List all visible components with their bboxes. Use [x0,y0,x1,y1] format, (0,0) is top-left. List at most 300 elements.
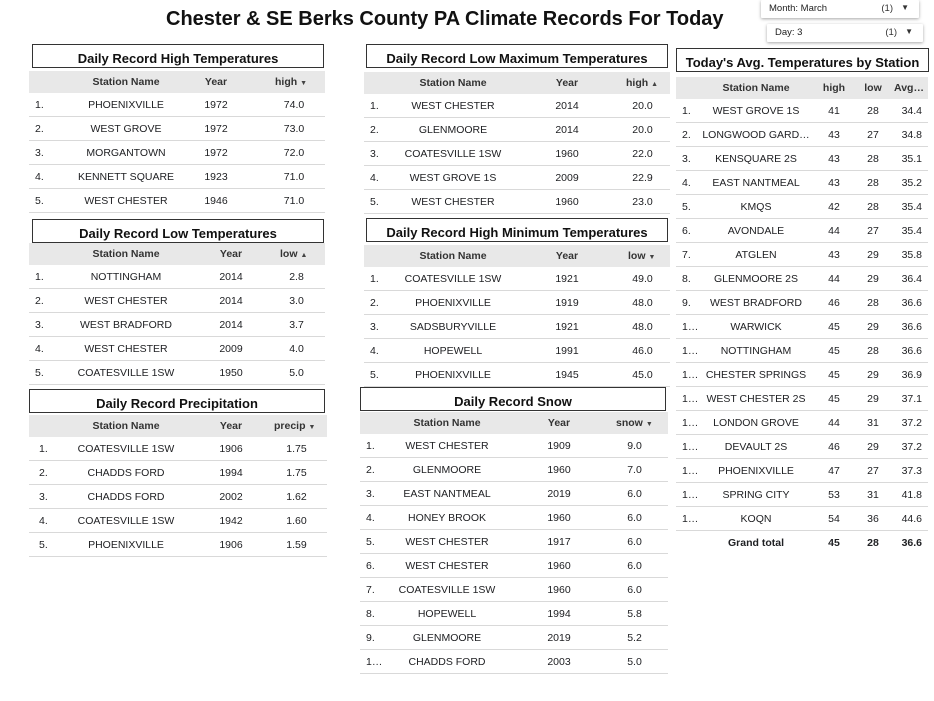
col-header-value[interactable] [628,245,670,267]
station-name: SPRING CITY [722,489,790,501]
record-value: 5.8 [627,608,642,620]
record-year: 2019 [547,488,571,500]
record-year: 1960 [547,560,571,572]
record-year: 2009 [555,172,579,184]
record-value: 72.0 [283,147,305,159]
sort-asc-icon: ▲ [300,252,308,259]
table-row[interactable] [29,337,325,361]
grand-total-label: Grand total [727,537,784,549]
station-name: CHADDS FORD [87,467,165,479]
table-row[interactable] [360,602,668,626]
col-header-value[interactable] [280,243,325,265]
record-value: 3.0 [289,295,304,307]
chevron-down-icon[interactable]: ▼ [905,27,913,36]
record-value: 22.9 [632,172,653,184]
table-row[interactable] [360,650,668,674]
col-header-avg[interactable]: Avg… [894,82,924,94]
table-body [364,94,670,214]
col-header-value-label: snow [616,417,643,429]
avg-value: 36.4 [901,273,922,285]
col-header-station[interactable]: Station Name [92,248,160,260]
high-min-table [364,245,670,387]
table-row[interactable] [364,291,670,315]
row-number: 2. [370,124,379,136]
row-number: 7. [682,249,691,261]
low-value: 29 [867,393,879,405]
row-number: 3. [682,153,691,165]
station-name: PHOENIXVILLE [88,539,164,551]
record-value: 5.0 [627,656,642,668]
station-name: WEST BRADFORD [710,297,802,309]
high-value: 47 [828,465,840,477]
row-number: 1. [370,273,379,285]
high-value: 45 [828,537,840,549]
record-year: 1917 [547,536,571,548]
col-header-station[interactable]: Station Name [413,417,481,429]
station-name: PHOENIXVILLE [718,465,794,477]
record-value: 2.8 [289,271,304,283]
record-year: 1906 [219,539,243,551]
station-name: NOTTINGHAM [90,271,162,283]
record-year: 1994 [219,467,243,479]
table-row[interactable] [364,363,670,387]
row-number: 9. [366,632,375,644]
row-number: 1… [682,321,699,333]
table-row[interactable] [676,123,928,147]
station-name: KOQN [740,513,772,525]
row-number: 1. [370,100,379,112]
record-value: 20.0 [632,124,653,136]
record-value: 20.0 [632,100,653,112]
row-number: 2. [39,467,48,479]
record-year: 2019 [547,632,571,644]
row-number: 5. [39,539,48,551]
avg-value: 35.8 [901,249,922,261]
col-header-year[interactable]: Year [547,417,571,429]
col-header-low[interactable]: low [864,82,882,94]
record-year: 1960 [555,148,579,160]
table-row[interactable] [676,411,928,435]
row-number: 6. [682,225,691,237]
record-year: 1960 [555,196,579,208]
table-row[interactable] [29,485,327,509]
row-number: 1… [682,465,699,477]
low-value: 29 [867,441,879,453]
row-number: 1. [39,443,48,455]
record-year: 1921 [555,273,579,285]
panel-title: Daily Record Low Maximum Temperatures [366,44,668,68]
row-number: 1. [35,99,44,111]
record-year: 1921 [555,321,579,333]
record-year: 1946 [204,195,228,207]
record-value: 74.0 [283,99,305,111]
record-value: 7.0 [627,464,642,476]
record-year: 1972 [204,99,228,111]
table-row[interactable] [676,267,928,291]
panel-title: Daily Record Low Temperatures [32,219,324,243]
high-value: 45 [828,345,840,357]
record-year: 1972 [204,147,228,159]
record-year: 2014 [219,271,243,283]
record-value: 71.0 [283,171,305,183]
table-row[interactable] [676,147,928,171]
table-body [676,99,928,555]
station-name: NOTTINGHAM [720,345,792,357]
row-number: 3. [35,319,44,331]
station-name: ATGLEN [735,249,777,261]
high-value: 43 [828,177,840,189]
day-filter-count: (1) [885,27,897,38]
station-name: KENNETT SQUARE [77,171,175,183]
row-number: 7. [366,584,375,596]
table-row[interactable] [676,171,928,195]
grand-total-row [676,531,928,555]
low-value: 31 [867,489,879,501]
station-name: COATESVILLE 1SW [404,273,502,285]
avg-value: 36.6 [901,537,922,549]
table-row[interactable] [676,243,928,267]
low-value: 29 [867,321,879,333]
record-value: 9.0 [627,440,642,452]
panel-title: Today's Avg. Temperatures by Station [676,48,929,72]
table-row[interactable] [676,507,928,531]
record-year: 1945 [555,369,579,381]
record-year: 1950 [219,367,243,379]
record-year: 1960 [547,584,571,596]
station-name: WEST GROVE 1S [409,172,497,184]
low-value: 28 [867,105,879,117]
high-value: 46 [828,441,840,453]
low-value: 28 [867,537,879,549]
record-value: 45.0 [632,369,653,381]
avg-value: 37.3 [901,465,922,477]
record-year: 2014 [555,100,579,112]
station-name: GLENMOORE [412,464,482,476]
table-header [676,77,928,99]
table-row[interactable] [29,265,325,289]
station-name: PHOENIXVILLE [415,297,491,309]
col-header-station[interactable]: Station Name [92,76,160,88]
row-number: 6. [366,560,375,572]
avg-value: 35.4 [901,201,922,213]
sort-desc-icon: ▼ [645,421,653,428]
table-row[interactable] [360,554,668,578]
table-row[interactable] [29,461,327,485]
record-year: 1942 [219,515,243,527]
table-row[interactable] [29,117,325,141]
high-value: 54 [828,513,840,525]
record-value: 6.0 [627,512,642,524]
col-header-station[interactable]: Station Name [419,250,487,262]
table-row[interactable] [676,435,928,459]
row-number: 1… [682,417,699,429]
row-number: 1… [682,441,699,453]
col-header-value[interactable] [275,71,325,93]
record-year: 1960 [547,464,571,476]
table-row[interactable] [29,437,327,461]
row-number: 1. [366,440,375,452]
table-row[interactable] [29,509,327,533]
station-name: WEST CHESTER [405,560,489,572]
table-row[interactable] [360,530,668,554]
row-number: 1… [682,513,699,525]
row-number: 4. [682,177,691,189]
record-value: 71.0 [283,195,305,207]
row-number: 3. [35,147,44,159]
sort-desc-icon: ▼ [300,80,308,87]
day-filter-label: Day: 3 [775,27,803,38]
record-value: 73.0 [283,123,305,135]
row-number: 4. [35,343,44,355]
table-body [29,265,325,385]
avg-value: 35.2 [901,177,922,189]
avg-temps-table [676,77,928,555]
low-value: 28 [867,297,879,309]
low-value: 29 [867,249,879,261]
station-name: LONGWOOD GARD… [702,129,810,141]
low-value: 29 [867,273,879,285]
record-year: 1923 [204,171,228,183]
table-header [29,415,327,437]
record-value: 48.0 [632,321,653,333]
record-value: 6.0 [627,536,642,548]
row-number: 5. [370,369,379,381]
high-value: 42 [828,201,840,213]
table-row[interactable] [676,459,928,483]
avg-value: 36.9 [901,369,922,381]
row-number: 3. [39,491,48,503]
record-year: 2002 [219,491,243,503]
record-value: 1.75 [286,443,307,455]
col-header-value-label: high [275,76,298,88]
table-row[interactable] [676,315,928,339]
station-name: WEST CHESTER [84,295,168,307]
record-year: 1972 [204,123,228,135]
table-row[interactable] [364,339,670,363]
station-name: COATESVILLE 1SW [404,148,502,160]
table-row[interactable] [676,363,928,387]
table-header [364,72,670,94]
station-name: HONEY BROOK [408,512,486,524]
col-header-high[interactable]: high [822,82,846,94]
avg-value: 36.6 [901,321,922,333]
table-row[interactable] [676,219,928,243]
low-value: 28 [867,177,879,189]
record-year: 2003 [547,656,571,668]
record-value: 22.0 [632,148,653,160]
table-row[interactable] [360,458,668,482]
record-value: 1.60 [286,515,307,527]
table-row[interactable] [364,118,670,142]
table-row[interactable] [360,482,668,506]
avg-value: 36.6 [901,345,922,357]
low-value: 29 [867,369,879,381]
col-header-year[interactable]: Year [555,250,579,262]
row-number: 5. [35,195,44,207]
high-value: 43 [828,249,840,261]
table-row[interactable] [29,289,325,313]
col-header-value[interactable] [626,72,670,94]
table-row[interactable] [360,434,668,458]
panel-title: Daily Record Snow [360,387,666,411]
table-row[interactable] [29,533,327,557]
high-value: 44 [828,273,840,285]
month-filter[interactable] [761,0,919,18]
station-name: GLENMOORE 2S [713,273,799,285]
col-header-year[interactable]: Year [204,76,228,88]
station-name: EAST NANTMEAL [712,177,800,189]
station-name: CHADDS FORD [87,491,165,503]
chevron-down-icon[interactable]: ▼ [901,3,909,12]
table-header [29,243,325,265]
col-header-year[interactable]: Year [219,248,243,260]
row-number: 4. [370,345,379,357]
row-number: 2. [370,297,379,309]
high-temps-table [29,71,325,213]
station-name: COATESVILLE 1SW [398,584,496,596]
table-row[interactable] [364,267,670,291]
avg-value: 35.4 [901,225,922,237]
avg-value: 37.2 [901,417,922,429]
low-value: 36 [867,513,879,525]
station-name: PHOENIXVILLE [415,369,491,381]
table-row[interactable] [29,313,325,337]
station-name: KENSQUARE 2S [715,153,797,165]
table-row[interactable] [364,190,670,214]
col-header-year[interactable]: Year [555,77,579,89]
col-header-value-label: low [280,248,298,260]
high-value: 44 [828,225,840,237]
table-header [364,245,670,267]
record-year: 1991 [555,345,579,357]
row-number: 8. [366,608,375,620]
day-filter[interactable] [767,24,923,42]
record-value: 5.0 [289,367,304,379]
table-row[interactable] [676,99,928,123]
col-header-station[interactable]: Station Name [419,77,487,89]
precip-table [29,415,327,557]
sort-desc-icon: ▼ [308,424,316,431]
high-value: 46 [828,297,840,309]
table-row[interactable] [364,94,670,118]
table-row[interactable] [364,166,670,190]
col-header-value[interactable] [274,415,327,437]
record-value: 6.0 [627,488,642,500]
col-header-value[interactable] [616,412,666,434]
avg-value: 35.1 [901,153,922,165]
row-number: 3. [370,321,379,333]
table-row[interactable] [29,361,325,385]
record-value: 5.2 [627,632,642,644]
record-value: 1.62 [286,491,307,503]
station-name: MORGANTOWN [86,147,166,159]
table-row[interactable] [29,165,325,189]
station-name: GLENMOORE [418,124,488,136]
row-number: 1… [682,345,699,357]
row-number: 2. [35,295,44,307]
avg-value: 34.8 [901,129,922,141]
low-temps-table [29,243,325,385]
table-row[interactable] [29,93,325,117]
row-number: 5. [682,201,691,213]
station-name: LONDON GROVE [713,417,799,429]
table-row[interactable] [676,339,928,363]
avg-value: 37.1 [901,393,922,405]
month-filter-count: (1) [881,3,893,14]
table-row[interactable] [360,626,668,650]
avg-value: 44.6 [901,513,922,525]
panel-title: Daily Record High Temperatures [32,44,324,68]
table-body [29,93,325,213]
row-number: 2. [35,123,44,135]
panel-title: Daily Record High Minimum Temperatures [366,218,668,242]
station-name: WEST BRADFORD [80,319,172,331]
record-year: 1906 [219,443,243,455]
low-value: 28 [867,201,879,213]
record-value: 46.0 [632,345,653,357]
table-row[interactable] [360,506,668,530]
panel-title: Daily Record Precipitation [29,389,325,413]
station-name: WARWICK [730,321,782,333]
col-header-year[interactable]: Year [219,420,243,432]
col-header-value-label: precip [274,420,306,432]
table-row[interactable] [676,291,928,315]
avg-value: 41.8 [901,489,922,501]
table-row[interactable] [29,141,325,165]
table-body [364,267,670,387]
station-name: WEST CHESTER [405,440,489,452]
low-value: 27 [867,129,879,141]
station-name: GLENMOORE [412,632,482,644]
record-year: 2009 [219,343,243,355]
station-name: COATESVILLE 1SW [77,443,175,455]
row-number: 1… [366,656,383,668]
high-value: 43 [828,129,840,141]
station-name: PHOENIXVILLE [88,99,164,111]
row-number: 8. [682,273,691,285]
record-year: 1994 [547,608,571,620]
table-row[interactable] [676,195,928,219]
table-row[interactable] [360,578,668,602]
snow-table [360,412,668,674]
record-value: 6.0 [627,584,642,596]
high-value: 41 [828,105,840,117]
table-row[interactable] [364,315,670,339]
table-body [360,434,668,674]
low-value: 28 [867,153,879,165]
station-name: SADSBURYVILLE [409,321,497,333]
table-row[interactable] [364,142,670,166]
table-header [29,71,325,93]
col-header-station[interactable]: Station Name [722,82,790,94]
row-number: 3. [370,148,379,160]
station-name: WEST CHESTER [411,196,495,208]
low-max-table [364,72,670,214]
station-name: AVONDALE [727,225,785,237]
row-number: 1… [682,369,699,381]
record-value: 1.59 [286,539,307,551]
row-number: 3. [366,488,375,500]
low-value: 27 [867,225,879,237]
station-name: KMQS [740,201,772,213]
table-row[interactable] [29,189,325,213]
col-header-station[interactable]: Station Name [92,420,160,432]
table-row[interactable] [676,483,928,507]
low-value: 28 [867,345,879,357]
table-row[interactable] [676,387,928,411]
station-name: WEST CHESTER [84,195,168,207]
sort-desc-icon: ▼ [648,254,656,261]
